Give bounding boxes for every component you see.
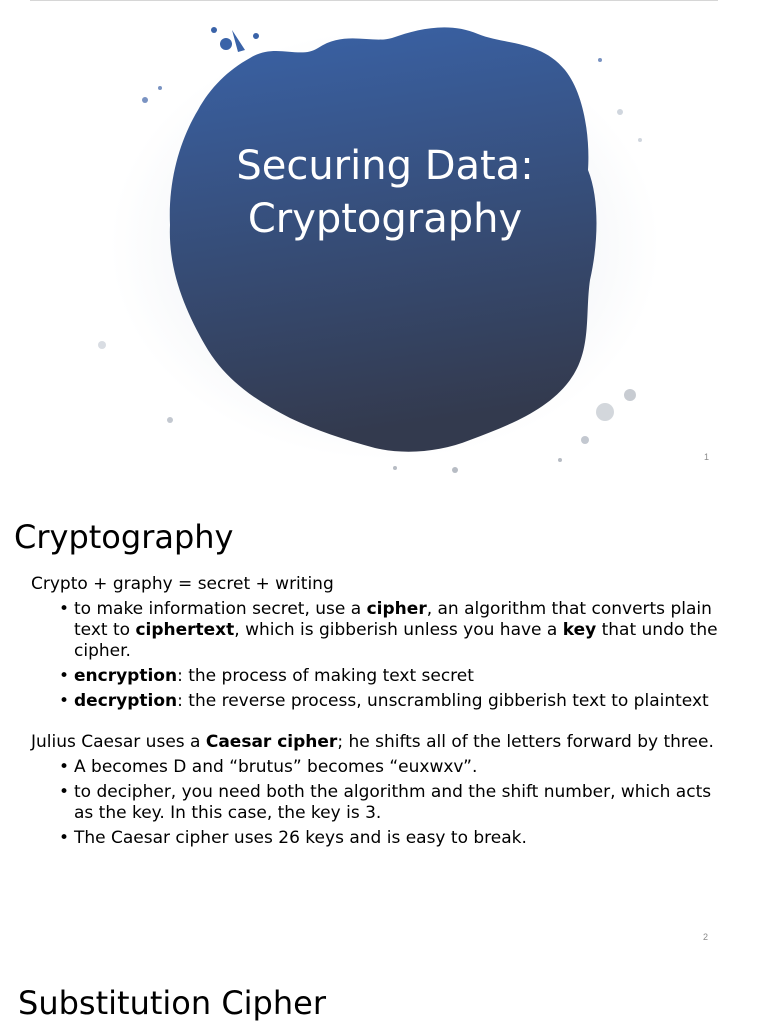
bold-term: cipher — [366, 599, 427, 619]
next-slide — [0, 956, 768, 1024]
page-number: 2 — [703, 932, 709, 942]
definition-list — [31, 599, 721, 712]
text-run: to make information secret, use a — [74, 599, 367, 619]
list-item — [31, 782, 721, 824]
intro-paragraph: Crypto + graphy = secret + writing — [31, 574, 334, 594]
text-run: to decipher, you need both the algorithm and the shift number, which acts as the key. In this case, the key is 3. — [74, 782, 712, 823]
bullet-icon: • — [59, 828, 70, 848]
list-item — [31, 828, 721, 849]
bullet-icon: • — [59, 691, 70, 711]
bullet-icon: • — [59, 666, 70, 686]
slide-body — [31, 574, 721, 849]
text-run: Julius Caesar uses a — [31, 732, 206, 752]
list-item — [31, 691, 721, 712]
list-item — [31, 599, 721, 662]
bullet-icon: • — [59, 599, 70, 619]
slide-title-line2: Cryptography — [247, 196, 523, 242]
bullet-icon: • — [59, 782, 70, 802]
bullet-icon: • — [59, 757, 70, 777]
title-slide — [0, 0, 768, 478]
slide-title-line1: Securing Data: — [236, 143, 534, 189]
bold-term: ciphertext — [135, 620, 235, 640]
bold-term: key — [562, 620, 597, 640]
slide-heading: Substitution Cipher — [18, 984, 326, 1022]
list-item — [31, 666, 721, 687]
text-run: : the process of making text secret — [177, 666, 474, 686]
text-run: A becomes D and “brutus” becomes “euxwxv”. — [74, 757, 478, 777]
text-run: : the reverse process, unscrambling gibberish text to plaintext — [177, 691, 709, 711]
bold-term: decryption — [74, 691, 178, 711]
text-run: that undo the cipher. — [74, 620, 718, 661]
bold-term: encryption — [74, 666, 178, 686]
bold-term: Caesar cipher — [205, 732, 338, 752]
text-run: , which is gibberish unless you have a — [234, 620, 563, 640]
text-run: ; he shifts all of the letters forward by three. — [337, 732, 714, 752]
page-number: 1 — [704, 452, 710, 462]
slide-title — [150, 140, 620, 246]
content-slide — [0, 478, 768, 956]
caesar-paragraph — [31, 732, 721, 753]
caesar-list — [31, 757, 721, 849]
text-run: , an algorithm that converts plain text to — [74, 599, 712, 640]
text-run: The Caesar cipher uses 26 keys and is easy to break. — [74, 828, 527, 848]
list-item — [31, 757, 721, 778]
slide-heading: Cryptography — [14, 518, 234, 556]
